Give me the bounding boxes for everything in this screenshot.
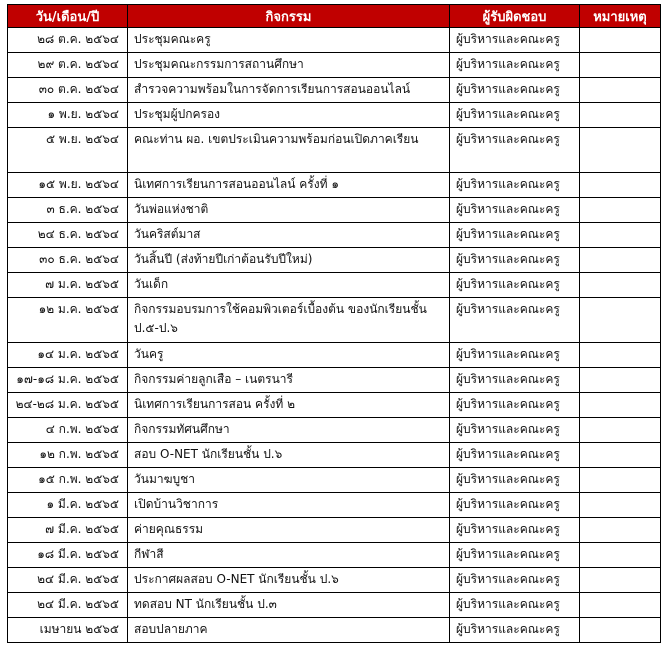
- table-row: [8, 618, 661, 643]
- cell-note: [580, 53, 661, 78]
- cell-responsible: ผู้บริหารและคณะครู: [450, 393, 580, 418]
- table-row: [8, 103, 661, 128]
- table-row: [8, 78, 661, 103]
- table-row: [8, 493, 661, 518]
- table-row: [8, 298, 661, 343]
- cell-responsible: ผู้บริหารและคณะครู: [450, 418, 580, 443]
- cell-note: [580, 103, 661, 128]
- cell-responsible: ผู้บริหารและคณะครู: [450, 223, 580, 248]
- cell-note: [580, 248, 661, 273]
- table-row: [8, 248, 661, 273]
- cell-responsible: ผู้บริหารและคณะครู: [450, 543, 580, 568]
- table-row: [8, 518, 661, 543]
- cell-note: [580, 273, 661, 298]
- schedule-table-wrapper: [7, 4, 661, 643]
- cell-note: [580, 78, 661, 103]
- cell-responsible: ผู้บริหารและคณะครู: [450, 593, 580, 618]
- cell-activity: วันพ่อแห่งชาติ: [128, 198, 450, 223]
- cell-date: ๑๒ ก.พ. ๒๕๖๕: [8, 443, 128, 468]
- cell-activity: สำรวจความพร้อมในการจัดการเรียนการสอนออนไลน์: [128, 78, 450, 103]
- table-row: [8, 223, 661, 248]
- cell-note: [580, 223, 661, 248]
- cell-responsible: ผู้บริหารและคณะครู: [450, 248, 580, 273]
- cell-date: ๒๔-๒๘ ม.ค. ๒๕๖๕: [8, 393, 128, 418]
- table-row: [8, 468, 661, 493]
- table-row: [8, 28, 661, 53]
- cell-activity: ประชุมผู้ปกครอง: [128, 103, 450, 128]
- header-activity: กิจกรรม: [128, 5, 450, 28]
- cell-responsible: ผู้บริหารและคณะครู: [450, 103, 580, 128]
- cell-activity: วันมาฆบูชา: [128, 468, 450, 493]
- cell-date: ๑ มี.ค. ๒๕๖๕: [8, 493, 128, 518]
- cell-responsible: ผู้บริหารและคณะครู: [450, 28, 580, 53]
- cell-responsible: ผู้บริหารและคณะครู: [450, 493, 580, 518]
- cell-note: [580, 468, 661, 493]
- table-row: [8, 53, 661, 78]
- schedule-table: [7, 4, 661, 643]
- cell-note: [580, 518, 661, 543]
- header-row: [8, 5, 661, 28]
- header-date: วัน/เดือน/ปี: [8, 5, 128, 28]
- cell-responsible: ผู้บริหารและคณะครู: [450, 368, 580, 393]
- cell-note: [580, 593, 661, 618]
- cell-activity: กีฬาสี: [128, 543, 450, 568]
- cell-date: ๕ พ.ย. ๒๕๖๔: [8, 128, 128, 173]
- cell-activity: กิจกรรมค่ายลูกเสือ – เนตรนารี: [128, 368, 450, 393]
- cell-responsible: ผู้บริหารและคณะครู: [450, 53, 580, 78]
- table-row: [8, 443, 661, 468]
- table-body: [8, 28, 661, 643]
- cell-activity: เปิดบ้านวิชาการ: [128, 493, 450, 518]
- cell-responsible: ผู้บริหารและคณะครู: [450, 128, 580, 173]
- cell-note: [580, 568, 661, 593]
- cell-date: ๓๐ ธ.ค. ๒๕๖๔: [8, 248, 128, 273]
- cell-responsible: ผู้บริหารและคณะครู: [450, 443, 580, 468]
- cell-responsible: ผู้บริหารและคณะครู: [450, 273, 580, 298]
- cell-note: [580, 173, 661, 198]
- cell-note: [580, 28, 661, 53]
- cell-activity: ประกาศผลสอบ O-NET นักเรียนชั้น ป.๖: [128, 568, 450, 593]
- cell-activity: นิเทศการเรียนการสอน ครั้งที่ ๒: [128, 393, 450, 418]
- cell-date: ๑๕ ก.พ. ๒๕๖๕: [8, 468, 128, 493]
- table-row: [8, 343, 661, 368]
- table-row: [8, 393, 661, 418]
- cell-activity: กิจกรรมอบรมการใช้คอมพิวเตอร์เบื้องต้น ของนักเรียนชั้น ป.๕-ป.๖: [128, 298, 450, 343]
- cell-date: ๓๐ ต.ค. ๒๕๖๔: [8, 78, 128, 103]
- cell-responsible: ผู้บริหารและคณะครู: [450, 298, 580, 343]
- cell-note: [580, 418, 661, 443]
- cell-date: ๗ มี.ค. ๒๕๖๕: [8, 518, 128, 543]
- cell-responsible: ผู้บริหารและคณะครู: [450, 618, 580, 643]
- cell-note: [580, 443, 661, 468]
- cell-note: [580, 618, 661, 643]
- cell-date: ๒๙ ต.ค. ๒๕๖๔: [8, 53, 128, 78]
- header-responsible: ผู้รับผิดชอบ: [450, 5, 580, 28]
- table-header: [8, 5, 661, 28]
- cell-date: ๒๔ ธ.ค. ๒๕๖๔: [8, 223, 128, 248]
- cell-date: ๑๔ ม.ค. ๒๕๖๕: [8, 343, 128, 368]
- cell-responsible: ผู้บริหารและคณะครู: [450, 468, 580, 493]
- cell-date: ๑ พ.ย. ๒๕๖๔: [8, 103, 128, 128]
- cell-date: ๑๘ มี.ค. ๒๕๖๕: [8, 543, 128, 568]
- cell-note: [580, 493, 661, 518]
- cell-date: ๓ ธ.ค. ๒๕๖๔: [8, 198, 128, 223]
- cell-activity: วันเด็ก: [128, 273, 450, 298]
- cell-activity: ค่ายคุณธรรม: [128, 518, 450, 543]
- cell-activity: สอบปลายภาค: [128, 618, 450, 643]
- cell-responsible: ผู้บริหารและคณะครู: [450, 343, 580, 368]
- cell-date: ๑๒ ม.ค. ๒๕๖๕: [8, 298, 128, 343]
- table-row: [8, 543, 661, 568]
- cell-activity: กิจกรรมทัศนศึกษา: [128, 418, 450, 443]
- cell-note: [580, 298, 661, 343]
- header-note: หมายเหตุ: [580, 5, 661, 28]
- cell-date: ๑๗-๑๘ ม.ค. ๒๕๖๕: [8, 368, 128, 393]
- cell-note: [580, 393, 661, 418]
- cell-date: เมษายน ๒๕๖๕: [8, 618, 128, 643]
- cell-note: [580, 198, 661, 223]
- cell-responsible: ผู้บริหารและคณะครู: [450, 173, 580, 198]
- table-row: [8, 418, 661, 443]
- cell-activity: ทดสอบ NT นักเรียนชั้น ป.๓: [128, 593, 450, 618]
- cell-date: ๔ ก.พ. ๒๕๖๕: [8, 418, 128, 443]
- cell-date: ๒๔ มี.ค. ๒๕๖๕: [8, 593, 128, 618]
- cell-activity: นิเทศการเรียนการสอนออนไลน์ ครั้งที่ ๑: [128, 173, 450, 198]
- cell-activity: สอบ O-NET นักเรียนชั้น ป.๖: [128, 443, 450, 468]
- table-row: [8, 593, 661, 618]
- cell-responsible: ผู้บริหารและคณะครู: [450, 518, 580, 543]
- cell-responsible: ผู้บริหารและคณะครู: [450, 568, 580, 593]
- cell-activity: คณะท่าน ผอ. เขตประเมินความพร้อมก่อนเปิดภาคเรียน: [128, 128, 450, 173]
- cell-date: ๒๔ มี.ค. ๒๕๖๕: [8, 568, 128, 593]
- cell-note: [580, 343, 661, 368]
- table-row: [8, 568, 661, 593]
- cell-note: [580, 368, 661, 393]
- cell-activity: วันสิ้นปี (ส่งท้ายปีเก่าต้อนรับปีใหม่): [128, 248, 450, 273]
- table-row: [8, 198, 661, 223]
- cell-note: [580, 128, 661, 173]
- table-row: [8, 173, 661, 198]
- cell-activity: วันคริสต์มาส: [128, 223, 450, 248]
- cell-date: ๗ ม.ค. ๒๕๖๕: [8, 273, 128, 298]
- cell-note: [580, 543, 661, 568]
- table-row: [8, 273, 661, 298]
- cell-responsible: ผู้บริหารและคณะครู: [450, 198, 580, 223]
- cell-date: ๒๘ ต.ค. ๒๕๖๔: [8, 28, 128, 53]
- cell-activity: ประชุมคณะครู: [128, 28, 450, 53]
- table-row: [8, 368, 661, 393]
- cell-activity: ประชุมคณะกรรมการสถานศึกษา: [128, 53, 450, 78]
- cell-date: ๑๕ พ.ย. ๒๕๖๔: [8, 173, 128, 198]
- cell-responsible: ผู้บริหารและคณะครู: [450, 78, 580, 103]
- cell-activity: วันครู: [128, 343, 450, 368]
- table-row: [8, 128, 661, 173]
